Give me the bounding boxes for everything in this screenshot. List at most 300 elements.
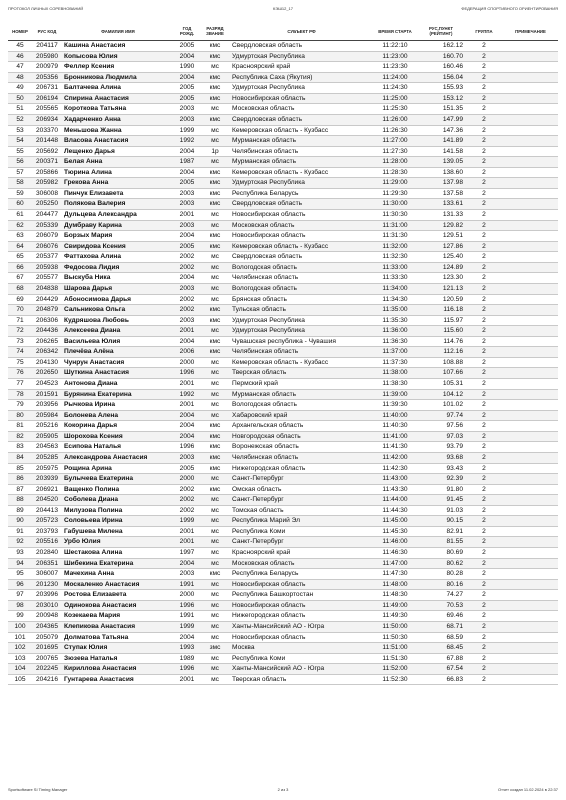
col-rus-code-cell: 205723 (32, 516, 62, 527)
col-rating-cell: 97.56 (417, 421, 465, 432)
col-start-time-cell: 11:42:30 (373, 463, 417, 474)
col-note-cell (503, 653, 558, 664)
col-birth-year-cell: 1999 (174, 516, 200, 527)
col-birth-year-header: ГОД РОЖД. (174, 24, 200, 41)
col-rus-code-cell: 203793 (32, 526, 62, 537)
col-region-cell: Красноярский край (230, 548, 373, 559)
col-start-time-cell: 11:32:00 (373, 241, 417, 252)
col-rank-cell: мс (200, 283, 230, 294)
col-group-cell: 2 (465, 537, 503, 548)
col-number-cell: 53 (8, 125, 32, 136)
table-row (8, 548, 558, 559)
col-group-cell: 2 (465, 220, 503, 231)
col-rus-code-header: РУС КОД (32, 24, 62, 41)
col-group-cell: 2 (465, 474, 503, 485)
col-region-cell: Удмуртская Республика (230, 178, 373, 189)
col-birth-year-cell: 2005 (174, 241, 200, 252)
col-start-time-cell: 11:39:30 (373, 400, 417, 411)
col-birth-year-cell: 1992 (174, 389, 200, 400)
col-rank-cell: мс (200, 600, 230, 611)
table-row (8, 347, 558, 358)
col-note-cell (503, 484, 558, 495)
col-rank-cell: мс (200, 400, 230, 411)
col-rus-code-cell: 205216 (32, 421, 62, 432)
col-number-cell: 70 (8, 305, 32, 316)
col-rus-code-cell: 201448 (32, 136, 62, 147)
col-rank-cell: кмс (200, 188, 230, 199)
col-rank-cell: мс (200, 210, 230, 221)
col-note-cell (503, 220, 558, 231)
col-rus-code-cell: 203370 (32, 125, 62, 136)
col-region-cell: Новосибирская область (230, 632, 373, 643)
col-rank-cell: мс (200, 294, 230, 305)
col-birth-year-cell: 1989 (174, 653, 200, 664)
col-note-cell (503, 283, 558, 294)
footer-left-text: Sportsoftware SI Timing Manager (8, 787, 68, 792)
col-region-cell: Вологодская область (230, 262, 373, 273)
col-birth-year-cell: 2003 (174, 114, 200, 125)
col-group-cell: 2 (465, 484, 503, 495)
col-rus-code-cell: 306008 (32, 188, 62, 199)
col-start-time-cell: 11:31:30 (373, 231, 417, 242)
col-group-cell: 2 (465, 400, 503, 411)
col-group-cell: 2 (465, 83, 503, 94)
col-rating-cell: 147.99 (417, 114, 465, 125)
col-note-cell (503, 400, 558, 411)
header-right-text: ФЕДЕРАЦИЯ СПОРТИВНОГО ОРИЕНТИРОВАНИЯ (461, 6, 558, 11)
table-row (8, 241, 558, 252)
table-row (8, 410, 558, 421)
col-start-time-cell: 11:38:00 (373, 368, 417, 379)
col-group-cell: 2 (465, 62, 503, 73)
col-rank-cell: кмс (200, 41, 230, 52)
col-birth-year-cell: 1996 (174, 600, 200, 611)
col-note-cell (503, 51, 558, 62)
col-number-cell: 78 (8, 389, 32, 400)
table-row (8, 51, 558, 62)
col-region-cell: Московская область (230, 558, 373, 569)
col-birth-year-cell: 2000 (174, 357, 200, 368)
col-name-cell: Тюрина Алина (62, 167, 174, 178)
col-region-cell: Чувашская республика - Чувашия (230, 336, 373, 347)
col-rating-cell: 139.05 (417, 157, 465, 168)
col-birth-year-cell: 2003 (174, 315, 200, 326)
col-rus-code-cell: 201695 (32, 643, 62, 654)
col-name-cell: Болонева Алена (62, 410, 174, 421)
col-region-cell: Хабаровский край (230, 410, 373, 421)
col-name-cell: Есипова Наталья (62, 442, 174, 453)
col-rank-cell: кмс (200, 231, 230, 242)
col-rank-cell: кмс (200, 347, 230, 358)
col-rus-code-cell: 205905 (32, 431, 62, 442)
col-rank-cell: мс (200, 379, 230, 390)
col-rating-cell: 91.03 (417, 505, 465, 516)
col-rus-code-cell: 203956 (32, 400, 62, 411)
col-number-cell: 58 (8, 178, 32, 189)
col-birth-year-cell: 2005 (174, 463, 200, 474)
col-rating-cell: 115.60 (417, 326, 465, 337)
col-rating-cell: 155.93 (417, 83, 465, 94)
col-start-time-cell: 11:25:30 (373, 104, 417, 115)
col-note-cell (503, 674, 558, 685)
col-rus-code-cell: 206076 (32, 241, 62, 252)
col-rating-cell: 114.76 (417, 336, 465, 347)
col-note-cell (503, 452, 558, 463)
col-birth-year-cell: 1991 (174, 579, 200, 590)
col-birth-year-cell: 1991 (174, 611, 200, 622)
col-start-time-cell: 11:34:00 (373, 283, 417, 294)
col-group-cell: 2 (465, 273, 503, 284)
col-rank-cell: кмс (200, 83, 230, 94)
col-rating-cell: 153.12 (417, 93, 465, 104)
col-region-cell: Нижегородская область (230, 463, 373, 474)
col-rank-cell: мс (200, 526, 230, 537)
col-name-cell: Шарова Дарья (62, 283, 174, 294)
col-rank-cell: мс (200, 262, 230, 273)
col-start-time-cell: 11:52:30 (373, 674, 417, 685)
table-row (8, 590, 558, 601)
col-rus-code-cell: 202840 (32, 548, 62, 559)
col-number-cell: 69 (8, 294, 32, 305)
col-birth-year-cell: 1999 (174, 125, 200, 136)
col-birth-year-cell: 2000 (174, 474, 200, 485)
col-group-cell: 2 (465, 347, 503, 358)
col-group-cell: 2 (465, 315, 503, 326)
col-note-cell (503, 262, 558, 273)
table-body (8, 41, 558, 685)
col-rating-cell: 127.86 (417, 241, 465, 252)
col-start-time-cell: 11:29:00 (373, 178, 417, 189)
col-rating-cell: 147.36 (417, 125, 465, 136)
col-birth-year-cell: 2002 (174, 262, 200, 273)
col-rus-code-cell: 204563 (32, 442, 62, 453)
table-row (8, 653, 558, 664)
col-rating-cell: 141.58 (417, 146, 465, 157)
col-region-cell: Мурманская область (230, 389, 373, 400)
col-name-cell: Выскуба Ника (62, 273, 174, 284)
col-rus-code-cell: 206351 (32, 558, 62, 569)
col-rank-cell: мс (200, 410, 230, 421)
col-rus-code-cell: 204838 (32, 283, 62, 294)
col-group-cell: 2 (465, 305, 503, 316)
col-number-cell: 93 (8, 548, 32, 559)
col-rating-cell: 124.89 (417, 262, 465, 273)
col-group-cell: 2 (465, 146, 503, 157)
col-name-cell: Пинчук Елизавета (62, 188, 174, 199)
col-name-cell: Кудряшова Любовь (62, 315, 174, 326)
col-start-time-cell: 11:39:00 (373, 389, 417, 400)
col-birth-year-cell: 2004 (174, 273, 200, 284)
col-note-cell (503, 664, 558, 675)
col-number-cell: 66 (8, 262, 32, 273)
table-row (8, 294, 558, 305)
col-number-cell: 88 (8, 495, 32, 506)
col-start-time-cell: 11:43:30 (373, 484, 417, 495)
col-rating-cell: 68.45 (417, 643, 465, 654)
col-name-cell: Сальникова Ольга (62, 305, 174, 316)
col-name-cell: Фаттахова Алина (62, 252, 174, 263)
col-name-cell: Клепикова Анастасия (62, 621, 174, 632)
col-group-cell: 2 (465, 505, 503, 516)
col-region-cell: Мурманская область (230, 136, 373, 147)
col-rank-cell: мс (200, 104, 230, 115)
col-group-cell: 2 (465, 157, 503, 168)
col-birth-year-cell: 2002 (174, 484, 200, 495)
col-region-cell: Республика Беларусь (230, 569, 373, 580)
col-start-time-cell: 11:23:30 (373, 62, 417, 73)
col-note-cell (503, 548, 558, 559)
col-rank-cell: кмс (200, 336, 230, 347)
col-name-cell: Рощина Арина (62, 463, 174, 474)
col-rank-cell: кмс (200, 93, 230, 104)
col-rank-cell: кмс (200, 421, 230, 432)
table-row (8, 632, 558, 643)
col-group-cell: 2 (465, 674, 503, 685)
col-note-cell (503, 505, 558, 516)
col-name-cell: Шорохова Ксения (62, 431, 174, 442)
col-birth-year-cell: 2003 (174, 569, 200, 580)
col-rating-cell: 129.82 (417, 220, 465, 231)
col-group-cell: 2 (465, 653, 503, 664)
col-name-cell: Бурянина Екатерина (62, 389, 174, 400)
table-row (8, 579, 558, 590)
table-row (8, 41, 558, 52)
col-number-cell: 45 (8, 41, 32, 52)
col-rating-cell: 137.58 (417, 188, 465, 199)
col-number-cell: 98 (8, 600, 32, 611)
col-rus-code-cell: 204216 (32, 674, 62, 685)
table-row (8, 315, 558, 326)
col-start-time-cell: 11:28:00 (373, 157, 417, 168)
col-note-cell (503, 62, 558, 73)
table-row (8, 231, 558, 242)
col-number-cell: 75 (8, 357, 32, 368)
col-rank-cell: кмс (200, 199, 230, 210)
col-name-cell: Грекова Анна (62, 178, 174, 189)
col-rus-code-cell: 206079 (32, 231, 62, 242)
col-number-cell: 79 (8, 400, 32, 411)
col-birth-year-cell: 2001 (174, 674, 200, 685)
col-number-cell: 80 (8, 410, 32, 421)
col-rating-cell: 121.13 (417, 283, 465, 294)
table-row (8, 611, 558, 622)
col-group-cell: 2 (465, 600, 503, 611)
col-name-cell: Ростова Елизавета (62, 590, 174, 601)
col-birth-year-cell: 2003 (174, 199, 200, 210)
footer-page-number: 2 из 3 (277, 787, 289, 792)
col-rank-cell: мс (200, 495, 230, 506)
col-group-cell: 2 (465, 389, 503, 400)
col-name-cell: Абоносимова Дарья (62, 294, 174, 305)
col-rank-cell: мс (200, 220, 230, 231)
table-row (8, 621, 558, 632)
col-rating-cell: 162.12 (417, 41, 465, 52)
col-note-cell (503, 368, 558, 379)
col-birth-year-cell: 2004 (174, 410, 200, 421)
col-note-cell (503, 178, 558, 189)
col-rating-cell: 91.80 (417, 484, 465, 495)
col-note-cell (503, 336, 558, 347)
col-number-cell: 99 (8, 611, 32, 622)
col-birth-year-cell: 2004 (174, 558, 200, 569)
col-number-cell: 83 (8, 442, 32, 453)
col-name-cell: Шуткина Анастасия (62, 368, 174, 379)
col-birth-year-cell: 2000 (174, 590, 200, 601)
col-start-time-cell: 11:52:00 (373, 664, 417, 675)
col-group-cell: 2 (465, 188, 503, 199)
col-rating-cell: 67.88 (417, 653, 465, 664)
col-start-time-cell: 11:31:00 (373, 220, 417, 231)
col-name-cell: Меньшова Жанна (62, 125, 174, 136)
col-group-cell: 2 (465, 611, 503, 622)
col-number-cell: 105 (8, 674, 32, 685)
col-region-cell: Челябинская область (230, 146, 373, 157)
col-number-cell: 89 (8, 505, 32, 516)
col-group-cell: 2 (465, 579, 503, 590)
col-number-cell: 59 (8, 188, 32, 199)
table-row (8, 220, 558, 231)
table-row (8, 484, 558, 495)
col-group-cell: 2 (465, 664, 503, 675)
col-rank-cell: мс (200, 653, 230, 664)
col-note-cell (503, 611, 558, 622)
col-birth-year-cell: 1997 (174, 548, 200, 559)
table-row (8, 273, 558, 284)
col-birth-year-cell: 1992 (174, 136, 200, 147)
col-name-cell: Чунрун Анастасия (62, 357, 174, 368)
col-note-cell (503, 167, 558, 178)
col-rank-cell: кмс (200, 178, 230, 189)
col-name-cell: Дульцева Александра (62, 210, 174, 221)
col-rus-code-cell: 203996 (32, 590, 62, 601)
col-number-cell: 73 (8, 336, 32, 347)
col-rank-cell: мс (200, 674, 230, 685)
col-rus-code-cell: 200979 (32, 62, 62, 73)
col-rating-cell: 68.59 (417, 632, 465, 643)
col-note-cell (503, 643, 558, 654)
col-region-cell: Тверская область (230, 674, 373, 685)
col-rus-code-cell: 204130 (32, 357, 62, 368)
col-start-time-cell: 11:42:00 (373, 452, 417, 463)
col-name-cell: Кашина Анастасия (62, 41, 174, 52)
col-rus-code-cell: 204365 (32, 621, 62, 632)
col-group-cell: 2 (465, 125, 503, 136)
col-rank-cell: мс (200, 474, 230, 485)
col-start-time-cell: 11:49:30 (373, 611, 417, 622)
col-name-cell: Ващенко Полина (62, 484, 174, 495)
col-rus-code-cell: 202245 (32, 664, 62, 675)
col-start-time-cell: 11:40:30 (373, 421, 417, 432)
col-rus-code-cell: 203010 (32, 600, 62, 611)
col-region-cell: Санкт-Петербург (230, 537, 373, 548)
col-start-time-cell: 11:27:30 (373, 146, 417, 157)
col-number-cell: 72 (8, 326, 32, 337)
col-start-time-header: ВРЕМЯ СТАРТА (373, 24, 417, 41)
col-note-cell (503, 252, 558, 263)
col-note-header: ПРИМЕЧАНИЕ (503, 24, 558, 41)
col-region-cell: Кемеровская область - Кузбасс (230, 167, 373, 178)
col-birth-year-cell: 2004 (174, 632, 200, 643)
col-number-cell: 87 (8, 484, 32, 495)
col-rating-cell: 82.91 (417, 526, 465, 537)
col-rank-cell: кмс (200, 167, 230, 178)
col-rank-cell: мс (200, 505, 230, 516)
col-start-time-cell: 11:47:00 (373, 558, 417, 569)
col-start-time-cell: 11:24:00 (373, 72, 417, 83)
col-rating-cell: 160.70 (417, 51, 465, 62)
col-name-cell: Спирина Анастасия (62, 93, 174, 104)
col-note-cell (503, 210, 558, 221)
col-note-cell (503, 600, 558, 611)
col-start-time-cell: 11:35:30 (373, 315, 417, 326)
col-rank-cell: кмс (200, 241, 230, 252)
col-region-cell: Ханты-Мансийский АО - Югра (230, 621, 373, 632)
col-birth-year-cell: 2004 (174, 421, 200, 432)
col-rank-cell: мс (200, 157, 230, 168)
col-region-cell: Новосибирская область (230, 231, 373, 242)
col-birth-year-cell: 1990 (174, 62, 200, 73)
col-number-cell: 55 (8, 146, 32, 157)
col-start-time-cell: 11:46:00 (373, 537, 417, 548)
table-row (8, 664, 558, 675)
col-region-cell: Вологодская область (230, 400, 373, 411)
col-note-cell (503, 590, 558, 601)
col-name-cell: Шибекина Екатерина (62, 558, 174, 569)
col-note-cell (503, 558, 558, 569)
col-name-cell: Козекаева Мария (62, 611, 174, 622)
col-number-cell: 68 (8, 283, 32, 294)
col-rus-code-cell: 205577 (32, 273, 62, 284)
table-row (8, 188, 558, 199)
col-rating-cell: 90.15 (417, 516, 465, 527)
col-region-cell: Пермский край (230, 379, 373, 390)
col-group-cell: 2 (465, 569, 503, 580)
col-rating-cell: 81.55 (417, 537, 465, 548)
col-number-cell: 103 (8, 653, 32, 664)
col-start-time-cell: 11:34:30 (373, 294, 417, 305)
col-birth-year-cell: 2002 (174, 495, 200, 506)
table-row (8, 83, 558, 94)
table-row (8, 558, 558, 569)
col-rating-cell: 112.16 (417, 347, 465, 358)
col-rank-cell: 1р (200, 146, 230, 157)
col-group-cell: 2 (465, 421, 503, 432)
col-name-cell: Полякова Валерия (62, 199, 174, 210)
col-start-time-cell: 11:47:30 (373, 569, 417, 580)
col-note-cell (503, 326, 558, 337)
col-name-cell: Габушева Милена (62, 526, 174, 537)
col-note-cell (503, 569, 558, 580)
col-group-cell: 2 (465, 231, 503, 242)
col-rank-cell: кмс (200, 72, 230, 83)
col-note-cell (503, 495, 558, 506)
col-start-time-cell: 11:33:30 (373, 273, 417, 284)
col-name-cell: Копысова Юлия (62, 51, 174, 62)
col-region-cell: Архангельская область (230, 421, 373, 432)
col-rus-code-cell: 205250 (32, 199, 62, 210)
col-region-cell: Кемеровская область - Кузбасс (230, 241, 373, 252)
col-rating-cell: 115.97 (417, 315, 465, 326)
col-number-cell: 61 (8, 210, 32, 221)
col-rus-code-cell: 205866 (32, 167, 62, 178)
col-number-cell: 102 (8, 643, 32, 654)
col-rus-code-cell: 205982 (32, 178, 62, 189)
col-birth-year-cell: 2002 (174, 305, 200, 316)
col-group-cell: 2 (465, 336, 503, 347)
col-group-cell: 2 (465, 72, 503, 83)
table-row (8, 62, 558, 73)
col-birth-year-cell: 1996 (174, 442, 200, 453)
